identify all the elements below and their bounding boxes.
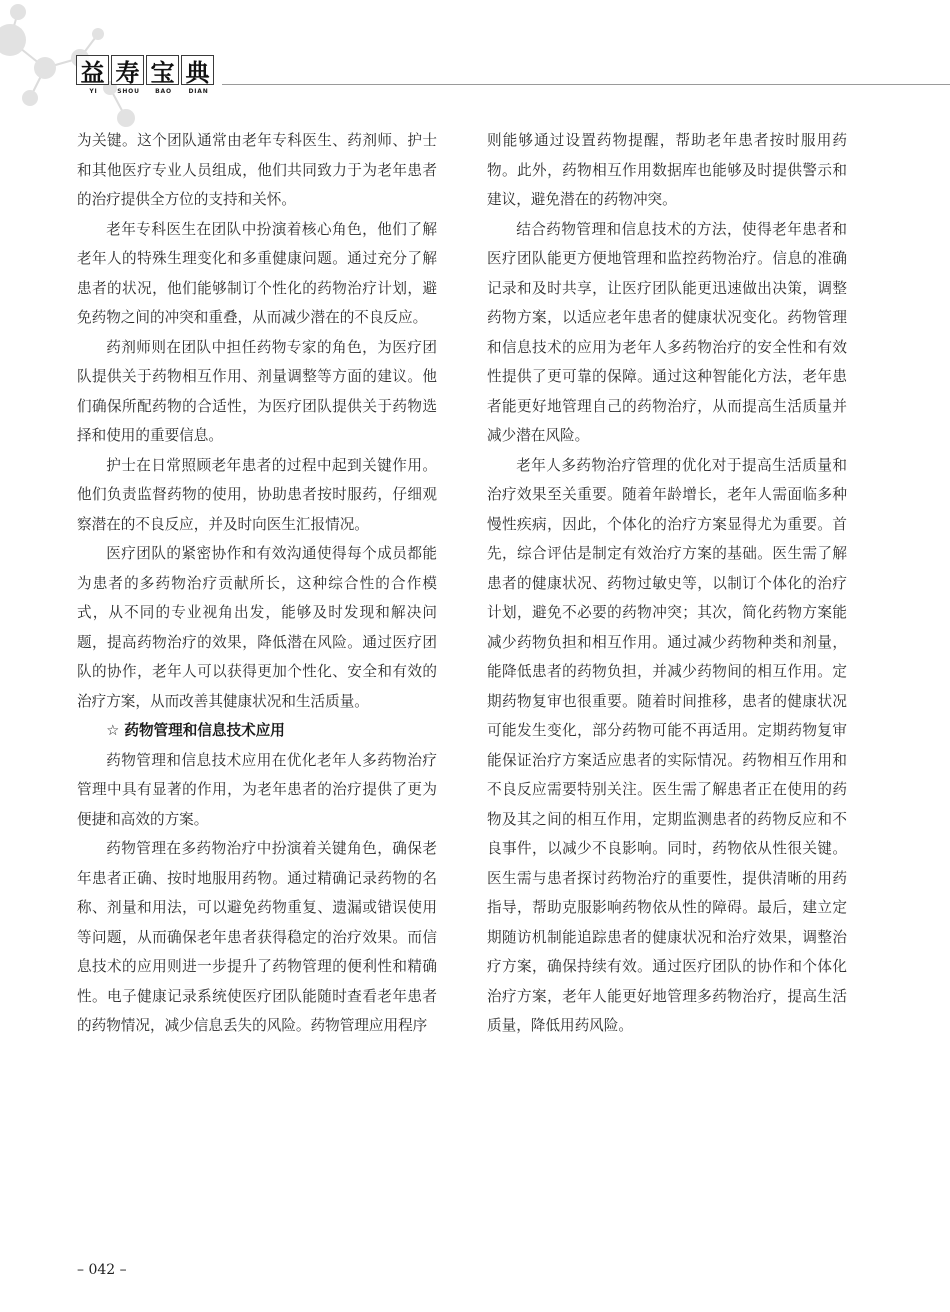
paragraph: 老年专科医生在团队中扮演着核心角色，他们了解老年人的特殊生理变化和多重健康问题。通过充分了解患者的状况，他们能够制订个性化的药物治疗计划，避免药物之间的冲突和重叠，从而减少潜在的不良反应。 (77, 220, 437, 326)
paragraph: 老年人多药物治疗管理的优化对于提高生活质量和治疗效果至关重要。随着年龄增长，老年人需面临多种慢性疾病，因此，个体化的治疗方案显得尤为重要。首先，综合评估是制定有效治疗方案的基础。医生需了解患者的健康状况、药物过敏史等，以制订个体化的治疗计划，避免不必要的药物冲突；其次，简化药物方案能减少药物负担和相互作用。通过减少药物种类和剂量，能降低患者的药物负担，并减少药物间的相互作用。定期药物复审也很重要。随着时间推移，患者的健康状况可能发生变化，部分药物可能不再适用。定期药物复审能保证治疗方案适应患者的实际情况。药物相互作用和不良反应需要特别关注。医生需了解患者正在使用的药物及其之间的相互作用，定期监测患者的药物反应和不良事件，以减少不良影响。同时，药物依从性很关键。医生需与患者探讨药物治疗的重要性，提供清晰的用药指导，帮助克服影响药物依从性的障碍。最后，建立定期随访机制能追踪患者的健康状况和治疗效果，调整治疗方案，确保持续有效。通过医疗团队的协作和个体化治疗方案，老年人能更好地管理多药物治疗，提高生活质量，降低用药风险。 (487, 456, 847, 1034)
paragraph: 护士在日常照顾老年患者的过程中起到关键作用。他们负责监督药物的使用，协助患者按时服药，仔细观察潜在的不良反应，并及时向医生汇报情况。 (77, 456, 437, 533)
magazine-masthead (76, 55, 216, 95)
masthead-pinyin-syllable: DIAN (188, 88, 209, 95)
paragraph: 药剂师则在团队中担任药物专家的角色，为医疗团队提供关于药物相互作用、剂量调整等方面的建议。他们确保所配药物的合适性，为医疗团队提供关于药物选择和使用的重要信息。 (77, 338, 437, 444)
masthead-char: 典 (181, 55, 214, 85)
paragraph: 结合药物管理和信息技术的方法，使得老年患者和医疗团队能更方便地管理和监控药物治疗。信息的准确记录和及时共享，让医疗团队能更迅速做出决策，调整药物方案，以适应老年患者的健康状况变化。药物管理和信息技术的应用为老年人多药物治疗的安全性和有效性提供了更可靠的保障。通过这种智能化方法，老年患者能更好地管理自己的药物治疗，从而提高生活质量并减少潜在风险。 (487, 220, 847, 444)
paragraph: 药物管理和信息技术应用在优化老年人多药物治疗管理中具有显著的作用，为老年患者的治疗提供了更为便捷和高效的方案。 (77, 751, 437, 828)
header-rule (222, 84, 950, 85)
paragraph: 医疗团队的紧密协作和有效沟通使得每个成员都能为患者的多药物治疗贡献所长，这种综合性的合作模式，从不同的专业视角出发，能够及时发现和解决问题，提高药物治疗的效果，降低潜在风险。通过医疗团队的协作，老年人可以获得更加个性化、安全和有效的治疗方案，从而改善其健康状况和生活质量。 (77, 545, 437, 710)
masthead-pinyin (76, 88, 216, 95)
masthead-pinyin-syllable: YI (89, 88, 98, 95)
left-column (77, 126, 437, 1041)
paragraph: 为关键。这个团队通常由老年专科医生、药剂师、护士和其他医疗专业人员组成，他们共同致力于为老年患者的治疗提供全方位的支持和关怀。 (77, 132, 437, 208)
section-heading: ☆ 药物管理和信息技术应用 (106, 722, 285, 739)
masthead-title (76, 55, 216, 85)
page-number: – 042 – (77, 1262, 127, 1278)
paragraph: 药物管理在多药物治疗中扮演着关键角色，确保老年患者正确、按时地服用药物。通过精确记录药物的名称、剂量和用法，可以避免药物重复、遗漏或错误使用等问题，从而确保老年患者获得稳定的治疗效果。而信息技术的应用则进一步提升了药物管理的便利性和精确性。电子健康记录系统使医疗团队能随时查看老年患者的药物情况，减少信息丢失的风险。药物管理应用程序 (77, 840, 437, 1034)
masthead-char: 益 (76, 55, 109, 85)
right-column (487, 126, 847, 1041)
masthead-pinyin-syllable: SHOU (117, 88, 140, 95)
masthead-char: 寿 (111, 55, 144, 85)
masthead-char: 宝 (146, 55, 179, 85)
masthead-pinyin-syllable: BAO (155, 88, 172, 95)
paragraph: 则能够通过设置药物提醒，帮助老年患者按时服用药物。此外，药物相互作用数据库也能够及时提供警示和建议，避免潜在的药物冲突。 (487, 132, 847, 208)
